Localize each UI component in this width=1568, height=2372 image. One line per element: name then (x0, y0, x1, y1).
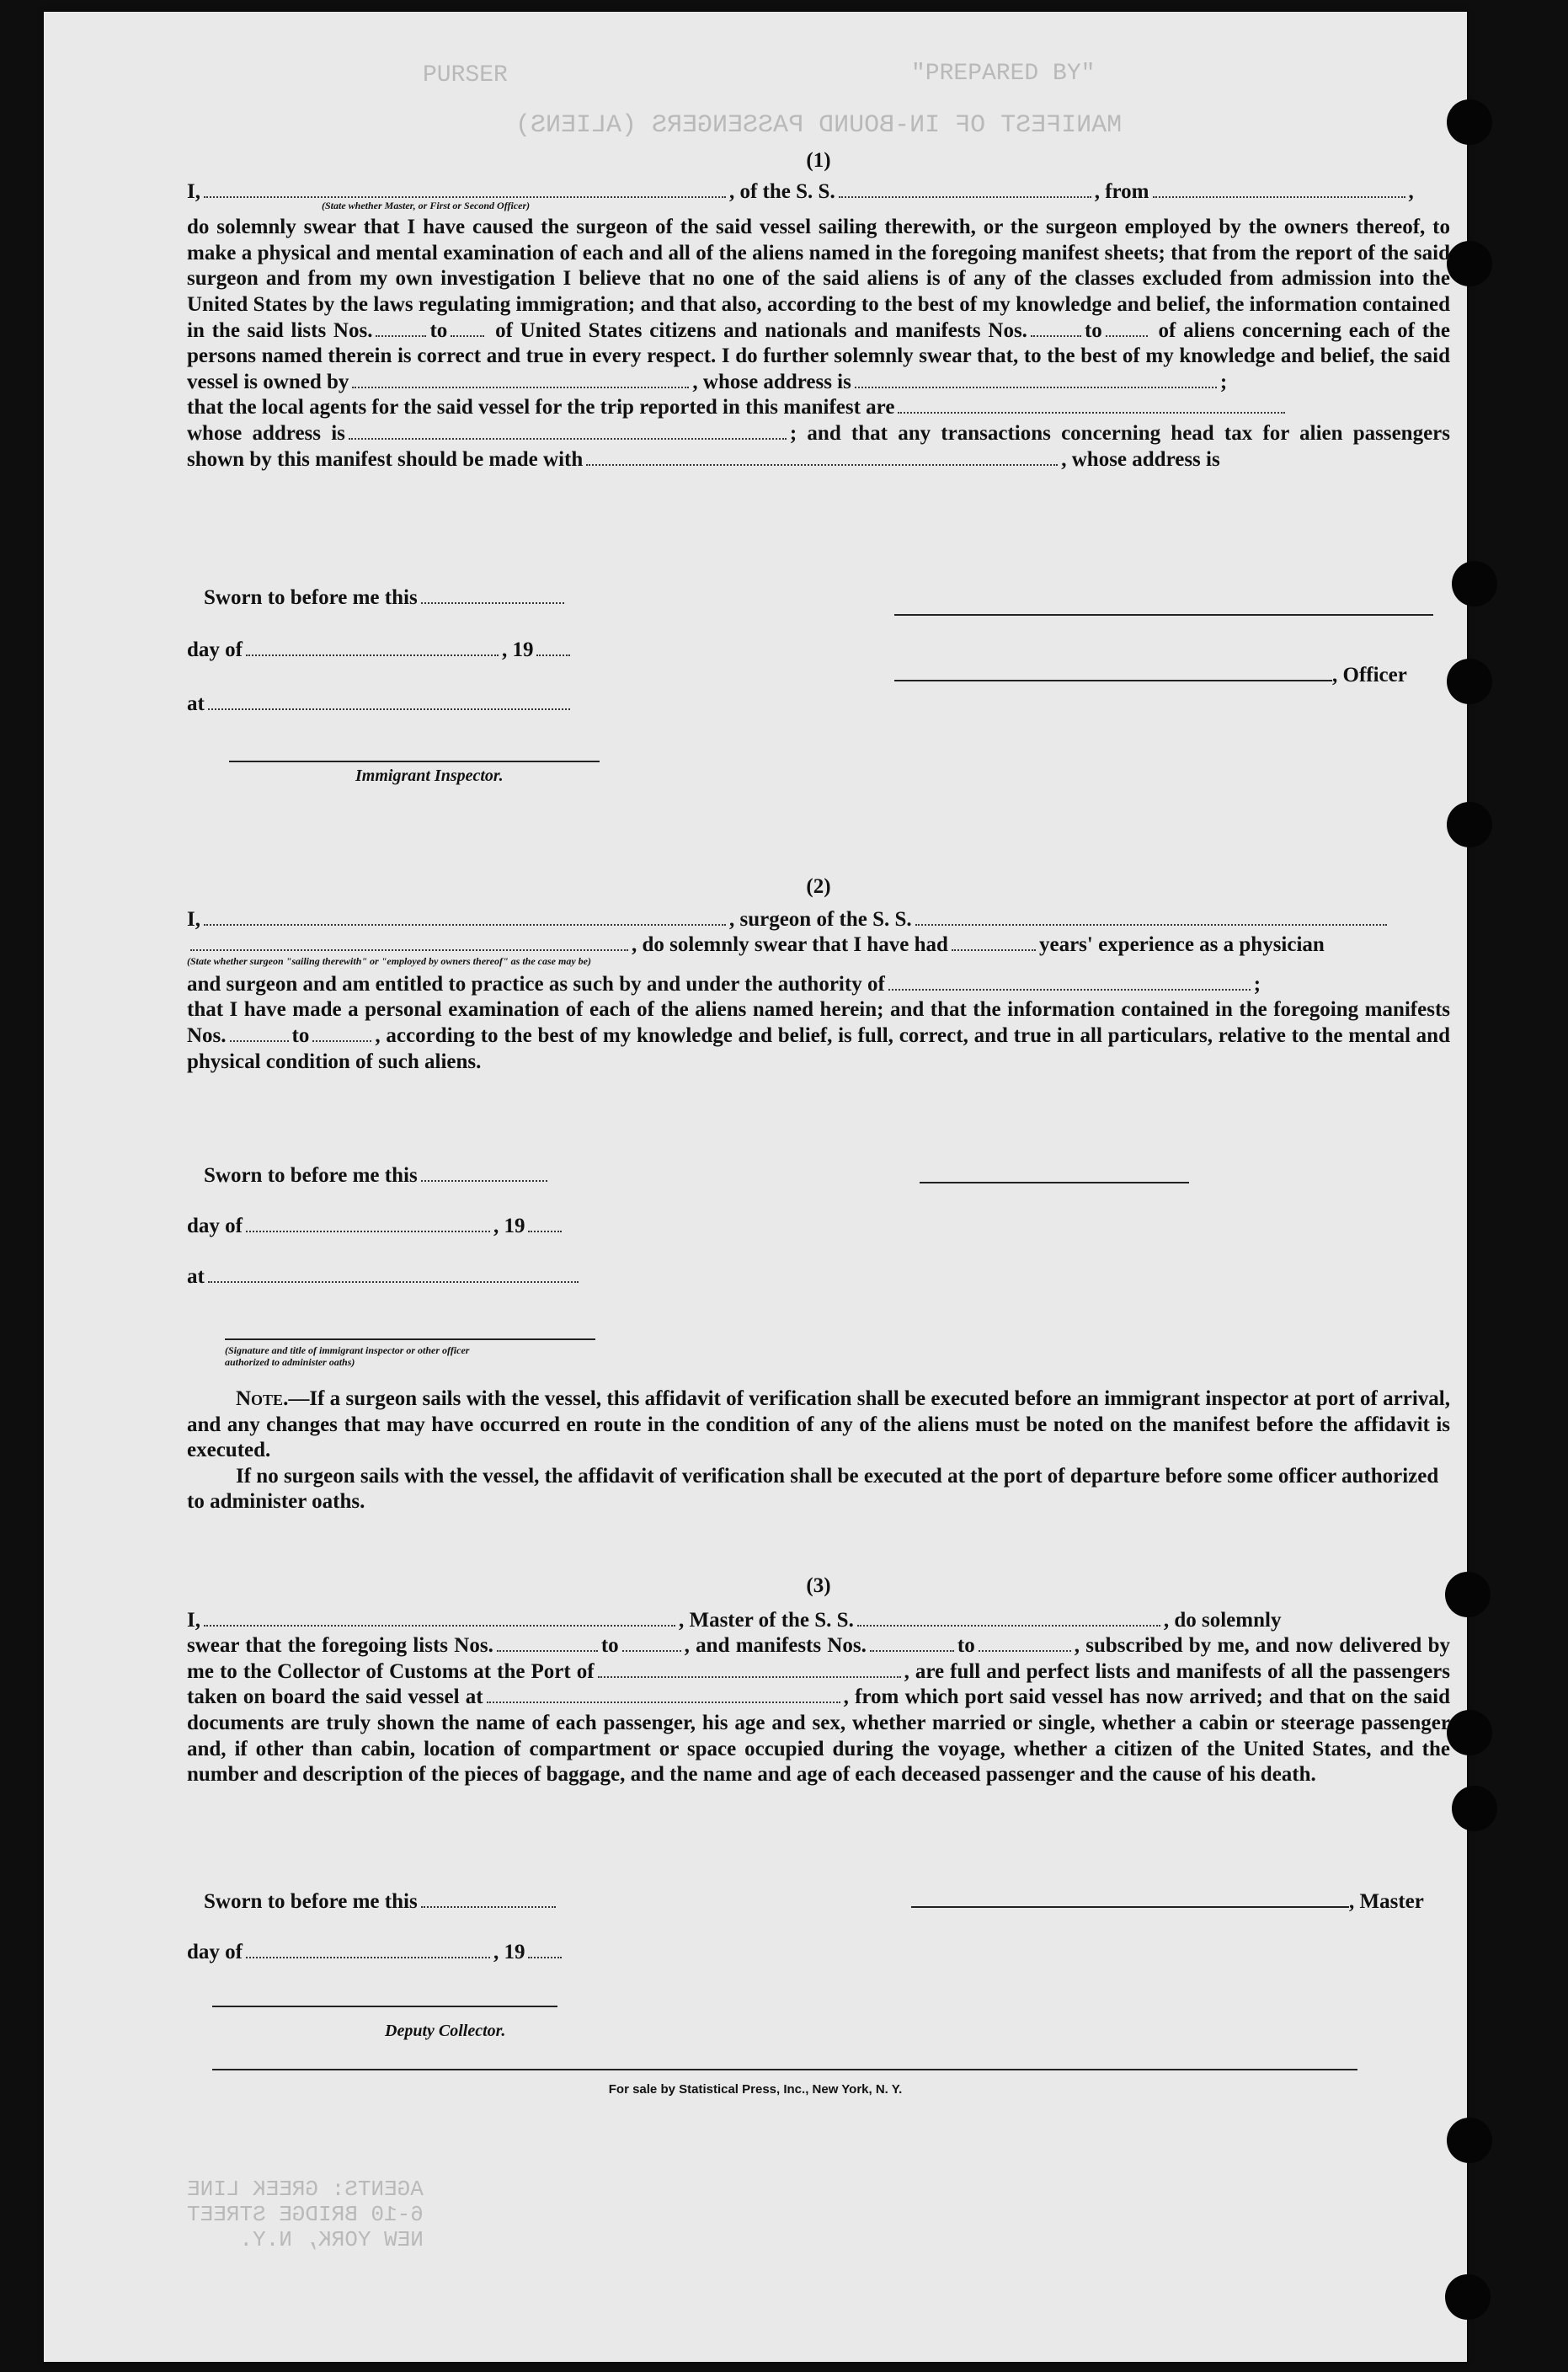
section-1-number: (1) (806, 149, 831, 172)
master-manifests-from-field[interactable] (870, 1635, 954, 1652)
text: to (1084, 318, 1102, 342)
sworn-row-3: Sworn to before me this (204, 1890, 559, 1914)
officer-rank-note: (State whether Master, or First or Second Officer) (322, 200, 531, 212)
master-lists-to-field[interactable] (622, 1635, 681, 1652)
officer-signature-field[interactable] (894, 614, 1433, 616)
text: , whose address is (692, 370, 851, 393)
years-experience-field[interactable] (952, 934, 1036, 951)
text: , Master of the S. S. (678, 1608, 854, 1632)
surgeon-vessel-field[interactable] (915, 909, 1387, 926)
text: whose address is (187, 421, 345, 445)
sworn-date-field-3[interactable] (421, 1891, 556, 1908)
section-2-surgeon-oath (187, 874, 1450, 1075)
surgeon-status-note: (State whether surgeon "sailing therewith" or "employed by owners thereof" as the case may be) (187, 954, 591, 967)
day-row-3: day of , 19 (187, 1941, 565, 1964)
local-agents-field[interactable] (898, 397, 1285, 414)
text: , and manifests Nos. (684, 1634, 867, 1658)
year-field-3[interactable] (528, 1942, 562, 1958)
text: ; and that any transactions concerning head tax for alien passengers shown by this manifest should be made with (187, 421, 1451, 471)
authorized-signature-note: (Signature and title of immigrant inspector or other officer authorized to administer oaths) (225, 1344, 470, 1368)
at-place-field[interactable] (208, 693, 570, 710)
surgeon-status-field[interactable] (190, 934, 628, 951)
sworn-date-field-2[interactable] (421, 1165, 547, 1182)
binder-hole (1447, 802, 1492, 847)
text: of aliens concerning each of the persons named therein is correct and true in every respect. I do further solemnly swear that, to the best of my knowledge and belief, the said vessel is owned by (187, 318, 1451, 393)
day-field-3[interactable] (246, 1942, 490, 1958)
text: ; (1219, 370, 1228, 393)
master-lists-from-field[interactable] (497, 1635, 598, 1652)
text: to (600, 1634, 619, 1658)
manifests-to-field[interactable] (1106, 320, 1148, 337)
printer-footer: For sale by Statistical Press, Inc., New York, N. Y. (608, 2082, 903, 2097)
section-3-number: (3) (806, 1574, 831, 1597)
sworn-row-1: Sworn to before me this (204, 586, 568, 610)
day-row-2: day of , 19 (187, 1215, 565, 1238)
deputy-collector-label: Deputy Collector. (385, 2022, 506, 2040)
ghost-prepared-by: "PREPARED BY" (911, 61, 1096, 87)
year-field-2[interactable] (528, 1215, 562, 1232)
text: , whose address is (1061, 447, 1220, 471)
binder-hole (1447, 2118, 1492, 2163)
immigrant-inspector-label: Immigrant Inspector. (355, 767, 504, 785)
surgeon-name-field[interactable] (204, 909, 726, 926)
surgeon-sign-line (920, 1166, 1189, 1189)
text: , are full and perfect lists and manifests of all the passengers taken on board the said vessel at (187, 1659, 1450, 1709)
text: ; (1253, 972, 1261, 996)
at-row-2: at (187, 1265, 582, 1289)
lists-from-field[interactable] (376, 320, 426, 337)
at-row-1: at (187, 692, 573, 716)
officer-row: , Officer (894, 664, 1407, 687)
text: to (429, 318, 448, 342)
master-row: , Master (911, 1890, 1424, 1914)
owner-address-field[interactable] (855, 371, 1217, 388)
text: I, (187, 179, 200, 203)
owner-field[interactable] (352, 371, 689, 388)
day-row-1: day of , 19 (187, 638, 573, 662)
ghost-agents: AGENTS: GREEK LINE 6-10 BRIDGE STREET NEW YORK, N.Y. (187, 2177, 424, 2252)
collector-signature-field[interactable] (212, 2006, 557, 2007)
day-field[interactable] (246, 639, 499, 656)
text: , according to the best of my knowledge and belief, is full, correct, and true in all particulars, relative to the mental and physical condition of such aliens. (187, 1023, 1450, 1073)
text: to (957, 1634, 975, 1658)
master-vessel-field[interactable] (857, 1610, 1160, 1627)
binder-hole (1447, 99, 1492, 145)
inspector-signature-field[interactable] (229, 761, 600, 762)
customs-port-field[interactable] (598, 1661, 901, 1678)
text: to (291, 1023, 310, 1047)
text: , from (1094, 179, 1149, 203)
text: of United States citizens and nationals and manifests Nos. (495, 318, 1027, 342)
binder-hole (1452, 1786, 1497, 1831)
authority-field[interactable] (888, 974, 1251, 991)
authorized-signature-field[interactable] (225, 1338, 595, 1340)
text: , (1408, 179, 1414, 203)
binder-hole (1447, 659, 1492, 704)
sworn-date-field[interactable] (421, 587, 564, 604)
text: , from which port said vessel has now arrived; and that on the said documents are truly shown the name of each passenger, his age and sex, whether married or single, whether a cabin or steerage passenger and, if other than cabin, location of compartment or space occupied during the voyage, whether a citizen of the United States, and the number and description of the pieces of baggage, and the name and age of each deceased passenger and the cause of his death. (187, 1686, 1450, 1787)
at-place-field-2[interactable] (208, 1266, 579, 1283)
from-port-field[interactable] (1153, 181, 1405, 198)
footer-rule (212, 2069, 1357, 2070)
binder-hole (1447, 241, 1492, 286)
surgeon-signature-field[interactable] (920, 1182, 1189, 1183)
text: and surgeon and am entitled to practice as such by and under the authority of (187, 972, 885, 996)
binder-hole (1447, 1710, 1492, 1755)
surgeon-manifests-from-field[interactable] (230, 1025, 289, 1042)
binder-hole (1452, 561, 1497, 606)
section-3-master-oath (187, 1573, 1450, 1788)
year-field[interactable] (536, 639, 570, 656)
note-label: Note. (236, 1387, 289, 1410)
ghost-purser: PURSER (423, 62, 508, 88)
text: I, (187, 1608, 200, 1632)
manifest-page (44, 12, 1467, 2362)
text: that the local agents for the said vessel for the trip reported in this manifest are (187, 396, 895, 419)
text: swear that the foregoing lists Nos. (187, 1634, 493, 1658)
surgeon-note (187, 1386, 1450, 1515)
vessel-name-field[interactable] (839, 181, 1091, 198)
day-field-2[interactable] (246, 1215, 490, 1232)
head-tax-contact-field[interactable] (586, 449, 1058, 466)
note-text-1: —If a surgeon sails with the vessel, this affidavit of verification shall be executed before an immigrant inspector at port of arrival, and any changes that may have occurred en route in the condition of any of the aliens must be noted on the manifest before the affidavit is executed. (187, 1387, 1450, 1462)
text: , surgeon of the S. S. (728, 907, 912, 931)
section-1-master-oath (187, 148, 1450, 473)
binder-hole (1445, 2274, 1491, 2320)
section-2-number: (2) (806, 875, 831, 898)
ghost-title: MANIFEST OF IN-BOUND PASSENGERS (ALIENS) (515, 111, 1123, 140)
agents-address-field[interactable] (349, 423, 787, 440)
text: , do solemnly swear that I have had (632, 933, 948, 957)
text: , do solemnly (1163, 1608, 1282, 1632)
master-manifests-to-field[interactable] (979, 1635, 1071, 1652)
text: years' experience as a physician (1038, 933, 1325, 957)
authorized-sign-line (225, 1322, 595, 1346)
text: , of the S. S. (728, 179, 835, 203)
master-name-field[interactable] (204, 1610, 675, 1627)
inspector-line (187, 745, 600, 768)
text: , subscribed by me, and now delivered by me to the Collector of Customs at the Port of (187, 1634, 1450, 1683)
sworn-row-2: Sworn to before me this (204, 1164, 551, 1188)
surgeon-manifests-to-field[interactable] (312, 1025, 371, 1042)
officer-name-field[interactable] (204, 181, 726, 198)
text: that I have made a personal examination of each of the aliens named herein; and that the information contained in the foregoing manifests Nos. (187, 998, 1450, 1047)
manifests-from-field[interactable] (1031, 320, 1081, 337)
officer-sign-line (894, 598, 1433, 622)
lists-to-field[interactable] (451, 320, 484, 337)
binder-hole (1445, 1572, 1491, 1617)
master-signature-field[interactable] (911, 1906, 1349, 1908)
officer-title-field[interactable] (894, 680, 1332, 681)
text: do solemnly swear that I have caused the surgeon of the said vessel sailing therewith, or the surgeon employed by the owners thereof, to make a physical and mental examination of each and all of the aliens named in the foregoing manifest sheets; that from the report of the said surgeon and from my own investigation I believe that no one of the said aliens is of any of the classes excluded from admission into the United States by the laws regulating immigration; and that also, according to the best of my knowledge and belief, the information contained in the said lists Nos. (187, 216, 1450, 342)
boarding-port-field[interactable] (487, 1686, 840, 1703)
note-text-2: If no surgeon sails with the vessel, the affidavit of verification shall be executed at the port of departure before some officer authorized to administer oaths. (187, 1464, 1439, 1514)
text: I, (187, 907, 200, 931)
collector-sign-line (212, 1990, 557, 2013)
